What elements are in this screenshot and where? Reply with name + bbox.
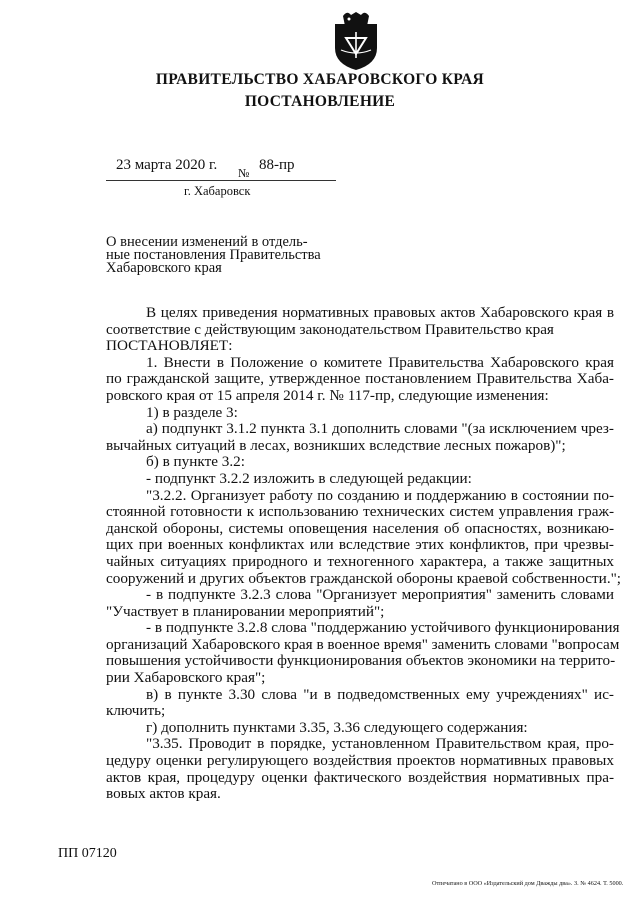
- body-line: цедуру оценки регулирующего воздействия проектов нормативных правовых: [106, 752, 614, 770]
- body-line: ПОСТАНОВЛЯЕТ:: [106, 337, 233, 355]
- body-line: чайных ситуациях природного и техногенного характера, а также защитных: [106, 552, 614, 570]
- body-line: ключить;: [106, 702, 166, 720]
- body-line: данской обороны, системы оповещения населения об опасностях, возникаю-: [106, 519, 614, 537]
- subject-line: Хабаровского края: [106, 260, 222, 276]
- body-line: - подпункт 3.2.2 изложить в следующей редакции:: [146, 469, 472, 487]
- document-type: ПОСТАНОВЛЕНИЕ: [244, 93, 396, 110]
- printing-imprint: Отпечатано в ООО «Издательский дом Дважды два». З. № 4624. Т. 5000.: [432, 880, 624, 887]
- body-line: актов края, процедуру оценки фактического воздействия нормативных пра-: [106, 768, 614, 786]
- document-date: 23 марта 2020 г.: [116, 157, 218, 173]
- body-line: 1) в разделе 3:: [146, 403, 238, 421]
- body-line: а) подпункт 3.1.2 пункта 3.1 дополнить словами "(за исключением чрез-: [146, 420, 614, 438]
- body-line: соответствие с действующим законодательством Правительство края: [106, 320, 554, 338]
- government-name: ПРАВИТЕЛЬСТВО ХАБАРОВСКОГО КРАЯ: [155, 71, 485, 88]
- body-line: стоянной готовности к использованию технических систем управления граж-: [106, 503, 614, 521]
- body-line: организаций Хабаровского края в военное время" заменить словами "вопросам: [106, 635, 620, 653]
- body-line: 1. Внести в Положение о комитете Правительства Хабаровского края: [146, 353, 614, 371]
- document-body: [106, 304, 622, 803]
- coat-of-arms-emblem: [329, 10, 383, 72]
- body-line: "3.35. Проводит в порядке, установленном Правительством края, про-: [146, 735, 614, 753]
- body-line: сооружений и других объектов гражданской обороны краевой собственности.";: [106, 569, 622, 587]
- body-line: "3.2.2. Организует работу по созданию и поддержанию в состоянии по-: [146, 486, 614, 504]
- body-line: в) в пункте 3.30 слова "и в подведомственных ему учреждениях" ис-: [146, 685, 614, 703]
- footer-document-code: ПП 07120: [58, 846, 117, 861]
- body-line: рии Хабаровского края";: [106, 669, 266, 687]
- body-line: г) дополнить пунктами 3.35, 3.36 следующего содержания:: [146, 718, 528, 736]
- date-number-rule: [106, 180, 336, 181]
- body-line: В целях приведения нормативных правовых актов Хабаровского края в: [146, 304, 614, 321]
- body-line: б) в пункте 3.2:: [146, 453, 245, 471]
- body-line: ровского края от 15 апреля 2014 г. № 117-пр, следующие изменения:: [106, 386, 549, 404]
- document-city: г. Хабаровск: [184, 184, 251, 198]
- body-line: щих при военных конфликтах или вследствие этих конфликтов, при чрезвы-: [106, 536, 614, 554]
- document-number: 88-пр: [259, 157, 295, 173]
- subject-line: ные постановления Правительства: [106, 247, 321, 263]
- subject-line: О внесении изменений в отдель-: [106, 234, 308, 250]
- document-subject: [106, 236, 346, 275]
- body-line: вычайных ситуаций в лесах, возникших вследствие лесных пожаров)";: [106, 436, 566, 454]
- body-line: - в подпункте 3.2.3 слова "Организует мероприятия" заменить словами: [146, 586, 614, 604]
- number-label: №: [238, 166, 250, 180]
- body-line: повышения устойчивости функционирования объектов экономики на террито-: [106, 652, 616, 670]
- body-line: - в подпункте 3.2.8 слова "поддержанию устойчивого функционирования: [146, 619, 620, 637]
- body-line: "Участвует в планировании мероприятий";: [106, 602, 385, 620]
- body-line: вовых актов края.: [106, 785, 221, 803]
- body-line: по гражданской защите, утвержденное постановлением Правительства Хаба-: [106, 370, 614, 388]
